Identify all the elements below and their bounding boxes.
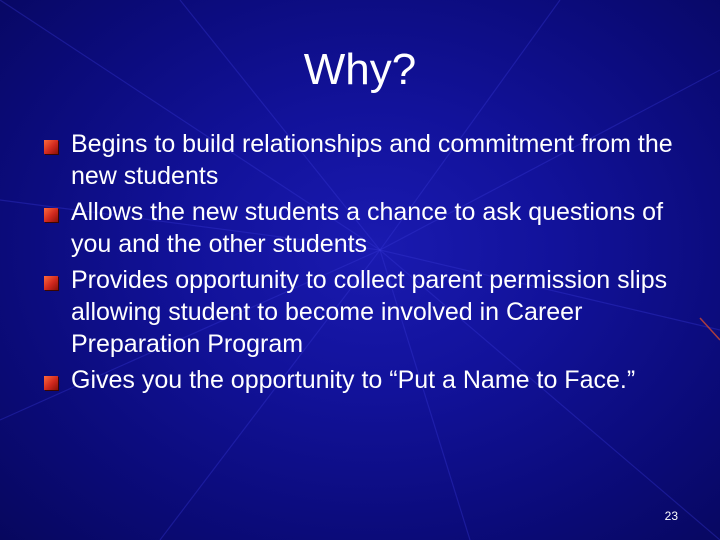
list-item <box>44 264 684 360</box>
list-item <box>44 128 684 192</box>
bullet-text: Provides opportunity to collect parent permission slips allowing student to become involved in Career Preparation Program <box>71 266 668 358</box>
bullet-text: Allows the new students a chance to ask questions of you and the other students <box>71 198 664 258</box>
bullet-text: Gives you the opportunity to “Put a Name to Face.” <box>71 366 636 394</box>
square-bullet-icon <box>44 276 58 290</box>
square-bullet-icon <box>44 208 58 222</box>
list-item <box>44 196 684 260</box>
square-bullet-icon <box>44 376 58 390</box>
bullet-list <box>44 128 684 400</box>
list-item <box>44 364 684 396</box>
bullet-text: Begins to build relationships and commitment from the new students <box>71 130 673 190</box>
square-bullet-icon <box>44 140 58 154</box>
slide-page-number: 23 <box>664 509 678 523</box>
slide-title: Why? <box>303 45 417 94</box>
